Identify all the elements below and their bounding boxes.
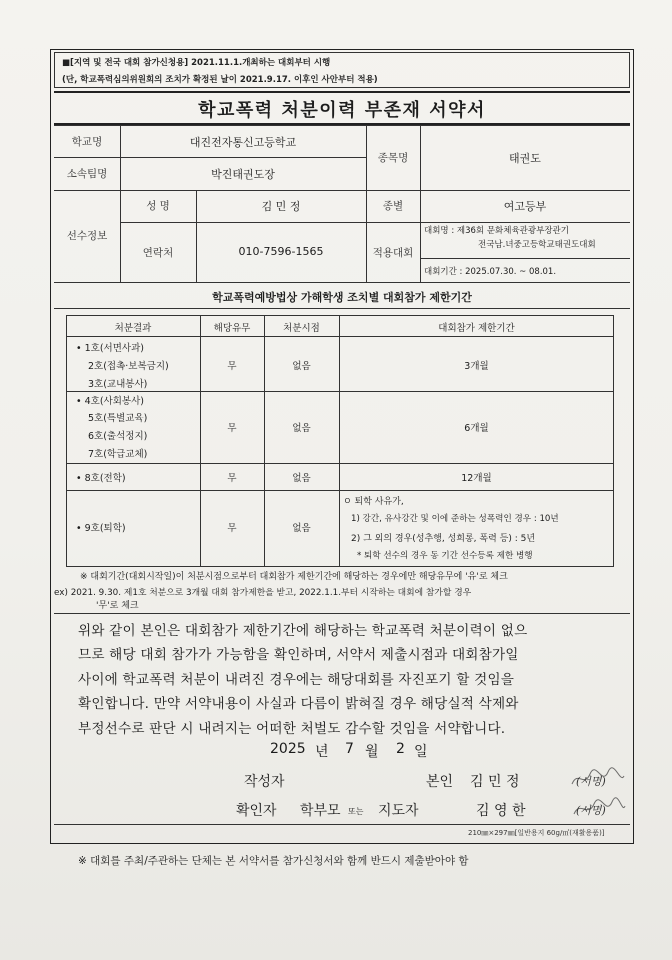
row2-limit: 6개월 bbox=[464, 423, 489, 434]
grid-line bbox=[420, 258, 630, 259]
writer-signature: (서명) bbox=[576, 775, 606, 788]
note-1: ※ 대회기간(대회시작일)이 처분시점으로부터 대회참가 제한기간에 해당하는 경우에만 해당유무에 '유'로 체크 bbox=[80, 572, 508, 582]
row2-result-4: 7호(학급교체) bbox=[88, 449, 148, 460]
paper-spec: 210㎜×297㎜[일반용지 60g/㎡(재활용품)] bbox=[468, 829, 605, 837]
notice-line-2: (단, 학교폭력심의위원회의 조치가 확정된 날이 2021.9.17. 이후인 사안부터 적용) bbox=[62, 75, 378, 85]
pledge-text bbox=[78, 619, 618, 741]
grid-line bbox=[54, 824, 630, 825]
category-value: 여고등부 bbox=[503, 200, 547, 213]
section-title: 학교폭력예방법상 가해학생 조치별 대회참가 제한기간 bbox=[212, 291, 472, 304]
pledge-line: 위와 같이 본인은 대회참가 제한기간에 해당하는 학교폭력 처분이력이 없으 bbox=[78, 623, 528, 639]
coach-name: 김 영 한 bbox=[476, 803, 526, 819]
row3-result-1: • 8호(전학) bbox=[76, 473, 126, 484]
pledge-line: 확인합니다. 만약 서약내용이 사실과 다름이 밝혀질 경우 해당실적 삭제와 bbox=[78, 696, 519, 713]
grid-line bbox=[54, 613, 630, 614]
school-label: 학교명 bbox=[71, 136, 103, 148]
grid-line bbox=[66, 490, 614, 491]
grid-line bbox=[339, 315, 340, 567]
date-month: 7 bbox=[345, 741, 354, 757]
row1-applicable: 무 bbox=[227, 361, 237, 372]
name-value: 김 민 정 bbox=[261, 200, 301, 213]
contact-value: 010-7596-1565 bbox=[238, 245, 324, 258]
row4-applicable: 무 bbox=[227, 523, 237, 534]
bottom-note: ※ 대회를 주최/주관하는 단체는 본 서약서를 참가신청서와 함께 반드시 제출받아야 함 bbox=[78, 855, 469, 867]
team-label: 소속팀명 bbox=[66, 168, 108, 180]
handwritten-signature-coach bbox=[568, 794, 628, 822]
row4-limit-line4: * 퇴학 선수의 경우 동 기간 선수등록 제한 병행 bbox=[357, 551, 533, 561]
row1-result-3: 3호(교내봉사) bbox=[88, 379, 148, 390]
row4-result-1: • 9호(퇴학) bbox=[76, 523, 126, 534]
row4-limit-line2: 1) 강간, 유사강간 및 이에 준하는 성폭력인 경우 : 10년 bbox=[351, 514, 559, 524]
pledge-line: 사이에 학교폭력 처분이 내려진 경우에는 해당대회를 자진포기 할 것임을 bbox=[78, 671, 515, 688]
row1-limit: 3개월 bbox=[464, 361, 489, 372]
pledge-line: 므로 해당 대회 참가가 가능함을 확인하며, 서약서 제출시점과 대회참가일 bbox=[78, 647, 519, 664]
category-label: 종별 bbox=[382, 200, 404, 212]
row3-timing: 없음 bbox=[292, 473, 311, 484]
row1-result-2: 2호(접촉·보복금지) bbox=[88, 361, 169, 372]
row4-limit-line1: ㅇ 퇴학 사유가, bbox=[343, 497, 404, 507]
date-year-unit: 년 bbox=[315, 744, 329, 760]
grid-line bbox=[66, 391, 614, 392]
competition-label: 적용대회 bbox=[372, 247, 414, 259]
row2-timing: 없음 bbox=[292, 423, 311, 434]
row2-applicable: 무 bbox=[227, 423, 237, 434]
date-day-unit: 일 bbox=[414, 744, 428, 760]
grid-line bbox=[54, 157, 366, 158]
grid-line bbox=[54, 125, 630, 126]
event-value: 태권도 bbox=[509, 152, 541, 165]
restriction-table bbox=[66, 315, 614, 567]
row2-result-2: 5호(특별교육) bbox=[88, 413, 148, 424]
note-2: ex) 2021. 9.30. 제1호 처분으로 3개월 대회 참가제한을 받고, 2022.1.1.부터 시작하는 대회에 참가할 경우 bbox=[54, 588, 472, 598]
or-label: 또는 bbox=[348, 807, 364, 816]
col-header-applicable: 해당유무 bbox=[213, 323, 251, 334]
row3-limit: 12개월 bbox=[461, 473, 492, 484]
page-title: 학교폭력 처분이력 부존재 서약서 bbox=[198, 100, 486, 121]
writer-role: 본인 bbox=[426, 774, 454, 790]
row1-result-1: • 1호(서면사과) bbox=[76, 343, 144, 354]
competition-period: 대회기간 : 2025.07.30. ~ 08.01. bbox=[424, 267, 557, 277]
coach-label: 지도자 bbox=[378, 803, 419, 819]
notice-line-1: ■[지역 및 전국 대회 참가신청용] 2021.11.1.개최하는 대회부터 시행 bbox=[62, 58, 331, 68]
date-month-unit: 월 bbox=[365, 744, 379, 760]
row4-limit-line3: 2) 그 외의 경우(성추행, 성희롱, 폭력 등) : 5년 bbox=[351, 534, 536, 544]
parent-label: 학부모 bbox=[300, 803, 341, 819]
row4-timing: 없음 bbox=[292, 523, 311, 534]
event-label: 종목명 bbox=[377, 152, 409, 164]
col-header-result: 처분결과 bbox=[114, 323, 152, 334]
col-header-limit: 대회참가 제한기간 bbox=[438, 323, 515, 334]
school-value: 대진전자통신고등학교 bbox=[189, 136, 297, 149]
competition-name-line2: 전국남.녀중고등학교태권도대회 bbox=[478, 240, 596, 250]
coach-signature: (서명) bbox=[576, 804, 606, 817]
row3-applicable: 무 bbox=[227, 473, 237, 484]
row2-result-3: 6호(출석정지) bbox=[88, 431, 148, 442]
date-day: 2 bbox=[396, 741, 405, 757]
team-value: 박진태권도장 bbox=[211, 168, 275, 181]
name-label: 성 명 bbox=[146, 200, 170, 212]
row2-result-1: • 4호(사회봉사) bbox=[76, 396, 144, 407]
grid-line bbox=[54, 282, 630, 283]
confirmer-label: 확인자 bbox=[236, 803, 277, 819]
note-3: '무'로 체크 bbox=[96, 601, 139, 611]
grid-line bbox=[54, 190, 630, 191]
grid-line bbox=[54, 308, 630, 309]
writer-name: 김 민 정 bbox=[470, 774, 520, 790]
competition-name-line1: 대회명 : 제36회 문화체육관광부장관기 bbox=[424, 226, 569, 236]
col-header-timing: 처분시점 bbox=[283, 323, 320, 334]
player-info-label: 선수정보 bbox=[66, 230, 108, 242]
pledge-line: 부정선수로 판단 시 내려지는 어떠한 처벌도 감수할 것임을 서약합니다. bbox=[78, 720, 506, 737]
contact-label: 연락처 bbox=[142, 247, 174, 259]
handwritten-signature-writer bbox=[568, 766, 628, 792]
writer-label: 작성자 bbox=[244, 774, 285, 790]
grid-line bbox=[66, 336, 614, 337]
date-year: 2025 bbox=[270, 741, 306, 757]
row1-timing: 없음 bbox=[292, 361, 311, 372]
grid-line bbox=[66, 463, 614, 464]
